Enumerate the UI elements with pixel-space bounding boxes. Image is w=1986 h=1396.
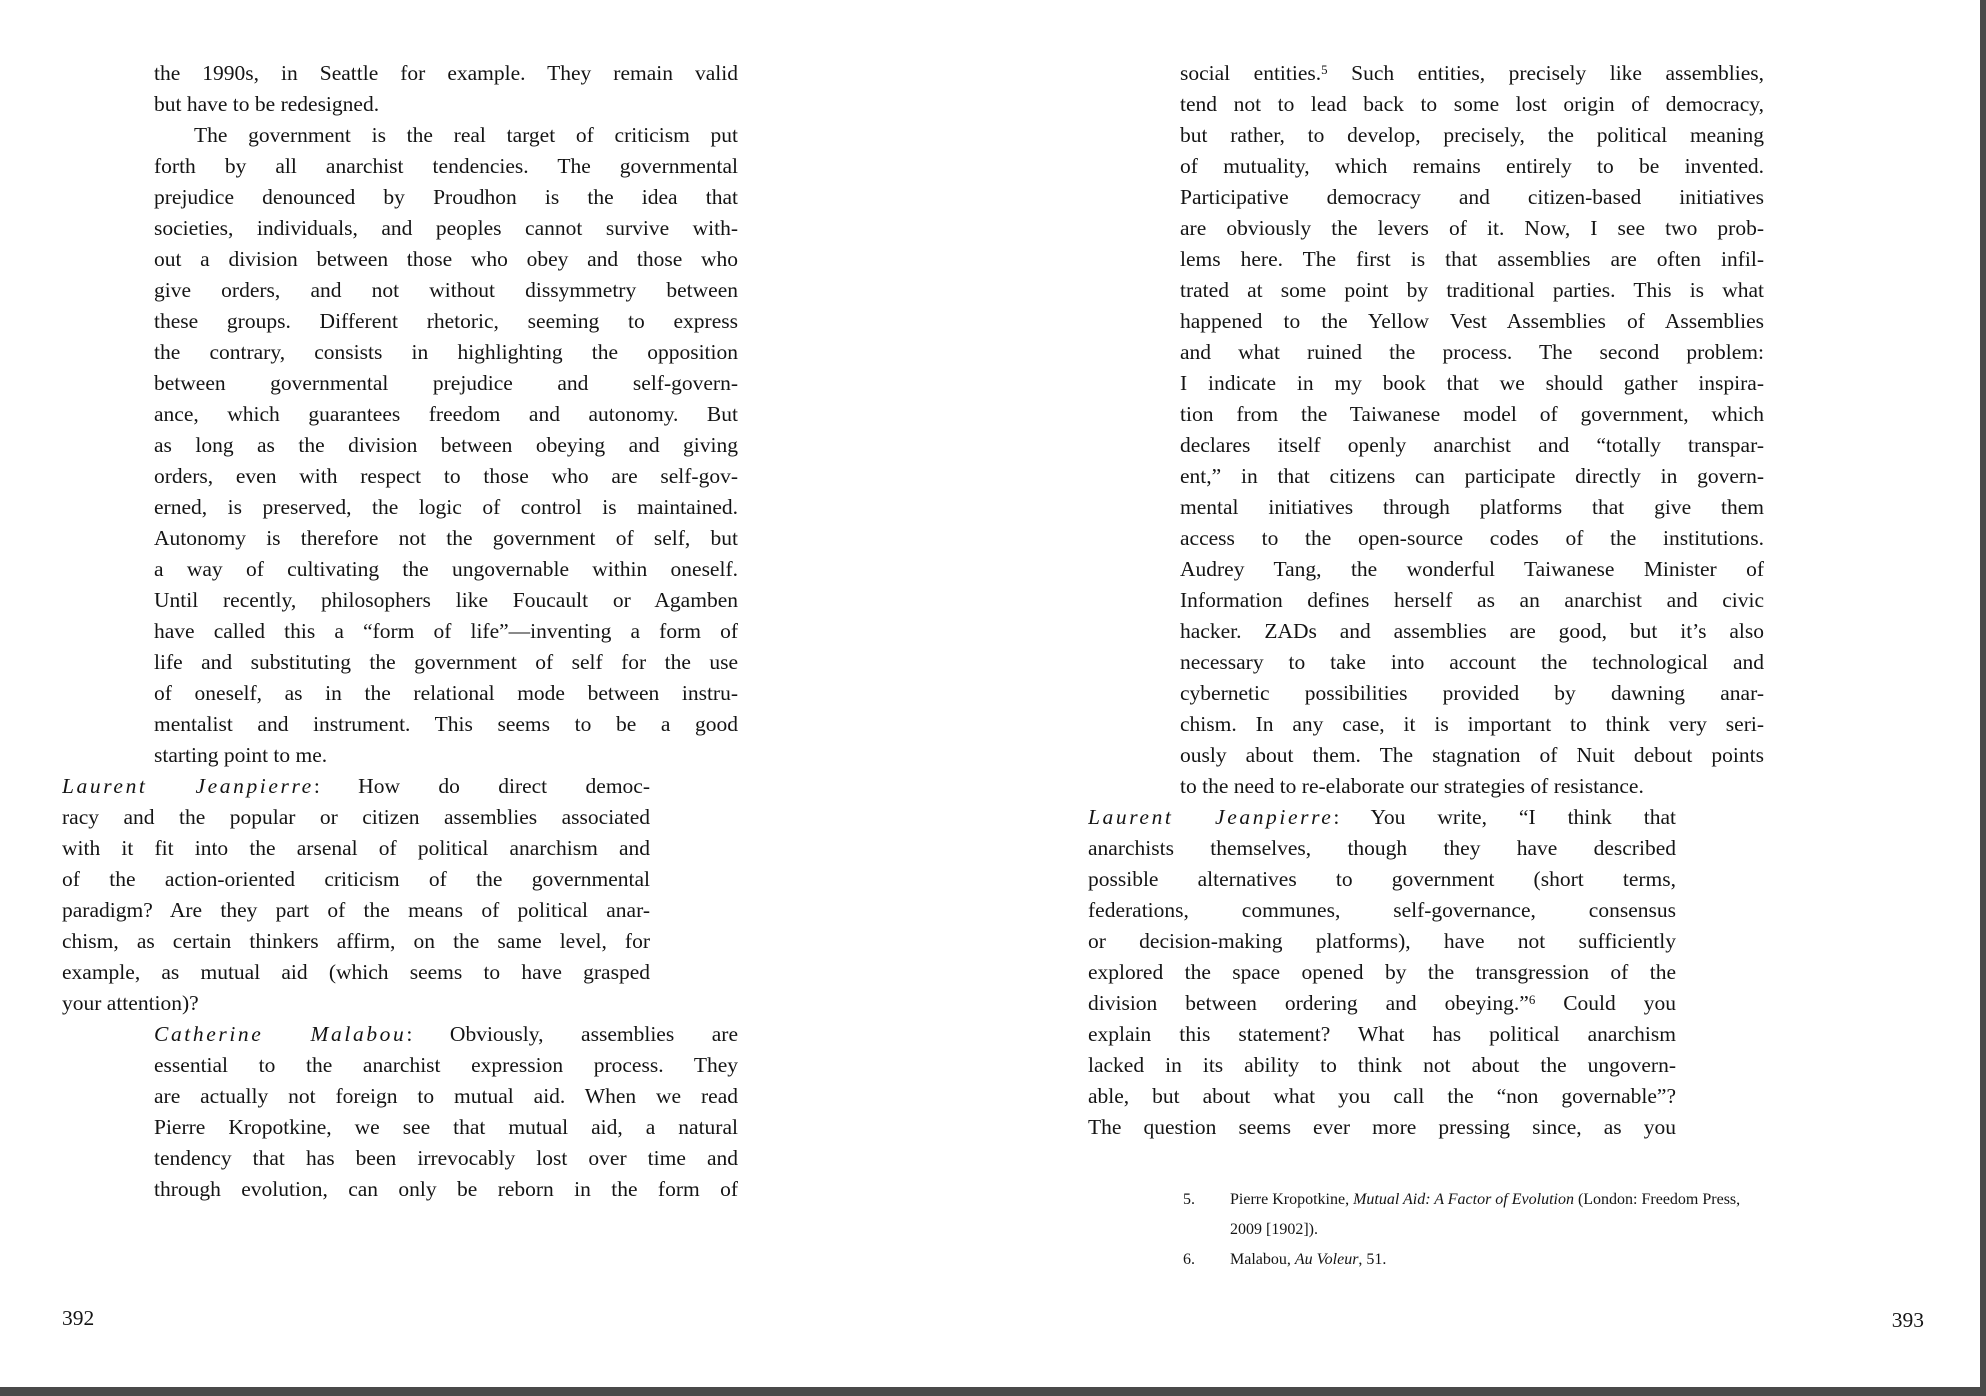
text-line: Until recently, philosophers like Foucault or Agamben bbox=[154, 588, 738, 612]
text-line: tendency that has been irrevocably lost over time and bbox=[154, 1146, 738, 1170]
footnote bbox=[1183, 1245, 1845, 1275]
speaker-name: Laurent Jeanpierre bbox=[62, 774, 314, 798]
text-line: mental initiatives through platforms that give them bbox=[1180, 495, 1764, 519]
footnote-line bbox=[1230, 1185, 1845, 1215]
text-line: Participative democracy and citizen-based initiatives bbox=[1180, 185, 1764, 209]
text-line: trated at some point by traditional parties. This is what bbox=[1180, 278, 1764, 302]
text-line: forth by all anarchist tendencies. The governmental bbox=[154, 154, 738, 178]
text-line: the 1990s, in Seattle for example. They remain valid bbox=[154, 61, 738, 85]
page-right-text-column bbox=[1088, 58, 1768, 1275]
text-line: chism. In any case, it is important to think very seri- bbox=[1180, 712, 1764, 736]
text-segment: Could you bbox=[1535, 991, 1676, 1015]
text-line: necessary to take into account the technological and bbox=[1180, 650, 1764, 674]
text-line: hacker. ZADs and assemblies are good, but it’s also bbox=[1180, 619, 1764, 643]
text-line: starting point to me. bbox=[154, 743, 328, 767]
text-segment: Malabou, bbox=[1230, 1251, 1295, 1268]
text-line: these groups. Different rhetoric, seeming to express bbox=[154, 309, 738, 333]
text-segment: , 51. bbox=[1358, 1251, 1387, 1268]
text-line bbox=[62, 771, 650, 802]
text-line: life and substituting the government of self for the use bbox=[154, 650, 738, 674]
speaker-name: Laurent Jeanpierre bbox=[1088, 805, 1334, 829]
footnote-line bbox=[1230, 1215, 1845, 1245]
text-line bbox=[1180, 58, 1764, 89]
italic-title: Au Voleur bbox=[1294, 1251, 1359, 1268]
text-line: explain this statement? What has political anarchism bbox=[1088, 1022, 1676, 1046]
text-line: The question seems ever more pressing since, as you bbox=[1088, 1115, 1676, 1139]
text-line bbox=[1088, 988, 1676, 1019]
text-line: to the need to re-elaborate our strategies of resistance. bbox=[1180, 774, 1644, 798]
footnote-number: 5. bbox=[1183, 1191, 1195, 1208]
text-line: have called this a “form of life”—inventing a form of bbox=[154, 619, 738, 643]
text-line: through evolution, can only be reborn in the form of bbox=[154, 1177, 738, 1201]
text-line: out a division between those who obey and those who bbox=[154, 247, 738, 271]
text-line: happened to the Yellow Vest Assemblies of Assemblies bbox=[1180, 309, 1764, 333]
footnote bbox=[1183, 1185, 1845, 1245]
page-left-text-column bbox=[62, 58, 738, 1205]
window-edge-bottom-bar bbox=[0, 1387, 1986, 1396]
text-line: ously about them. The stagnation of Nuit debout points bbox=[1180, 743, 1764, 767]
footnote-line bbox=[1230, 1245, 1845, 1275]
text-line: explored the space opened by the transgression of the bbox=[1088, 960, 1676, 984]
text-line bbox=[154, 1019, 738, 1050]
footnote-text bbox=[1230, 1245, 1845, 1275]
text-line: give orders, and not without dissymmetry between bbox=[154, 278, 738, 302]
text-line: ance, which guarantees freedom and autonomy. But bbox=[154, 402, 738, 426]
text-segment: 2009 [1902]). bbox=[1230, 1221, 1318, 1238]
text-line: paradigm? Are they part of the means of political anar- bbox=[62, 898, 650, 922]
text-segment: : You write, “I think that bbox=[1333, 805, 1676, 829]
question-block bbox=[62, 771, 738, 1019]
text-line: and what ruined the process. The second problem: bbox=[1180, 340, 1764, 364]
text-line: orders, even with respect to those who are self-gov- bbox=[154, 464, 738, 488]
text-line: Information defines herself as an anarchist and civic bbox=[1180, 588, 1764, 612]
text-line: of mutuality, which remains entirely to be invented. bbox=[1180, 154, 1764, 178]
text-line: erned, is preserved, the logic of control is maintained. bbox=[154, 495, 738, 519]
text-line: but rather, to develop, precisely, the political meaning bbox=[1180, 123, 1764, 147]
text-line: Pierre Kropotkine, we see that mutual aid, a natural bbox=[154, 1115, 738, 1139]
text-line: or decision-making platforms), have not sufficiently bbox=[1088, 929, 1676, 953]
text-line: with it fit into the arsenal of political anarchism and bbox=[62, 836, 650, 860]
text-line: essential to the anarchist expression process. They bbox=[154, 1053, 738, 1077]
footnote-number: 6. bbox=[1183, 1251, 1195, 1268]
text-line: between governmental prejudice and self-govern- bbox=[154, 371, 738, 395]
text-segment: Such entities, precisely like assemblies, bbox=[1327, 61, 1764, 85]
text-line: of oneself, as in the relational mode between instru- bbox=[154, 681, 738, 705]
text-segment: : How do direct democ- bbox=[313, 774, 650, 798]
text-line: cybernetic possibilities provided by dawning anar- bbox=[1180, 681, 1764, 705]
text-line: example, as mutual aid (which seems to have grasped bbox=[62, 960, 650, 984]
text-line: societies, individuals, and peoples cannot survive with- bbox=[154, 216, 738, 240]
text-line: Audrey Tang, the wonderful Taiwanese Minister of bbox=[1180, 557, 1764, 581]
text-segment: (London: Freedom Press, bbox=[1573, 1191, 1741, 1208]
text-line: ent,” in that citizens can participate directly in govern- bbox=[1180, 464, 1764, 488]
page-number-left: 392 bbox=[62, 1306, 95, 1330]
text-line: racy and the popular or citizen assemblies associated bbox=[62, 805, 650, 829]
page-number-right: 393 bbox=[1891, 1308, 1924, 1332]
text-line: I indicate in my book that we should gather inspira- bbox=[1180, 371, 1764, 395]
text-line: federations, communes, self-governance, consensus bbox=[1088, 898, 1676, 922]
text-line: tend not to lead back to some lost origin of democracy, bbox=[1180, 92, 1764, 116]
text-line: access to the open-source codes of the institutions. bbox=[1180, 526, 1764, 550]
text-line: mentalist and instrument. This seems to be a good bbox=[154, 712, 738, 736]
text-line: prejudice denounced by Proudhon is the idea that bbox=[154, 185, 738, 209]
text-line: lems here. The first is that assemblies are often infil- bbox=[1180, 247, 1764, 271]
window-edge-right-bar bbox=[1980, 0, 1986, 1396]
text-segment: social entities. bbox=[1180, 61, 1322, 85]
text-line: Autonomy is therefore not the government of self, but bbox=[154, 526, 738, 550]
text-line: the contrary, consists in highlighting the opposition bbox=[154, 340, 738, 364]
text-line: tion from the Taiwanese model of government, which bbox=[1180, 402, 1764, 426]
text-line: are actually not foreign to mutual aid. When we read bbox=[154, 1084, 738, 1108]
answer-block bbox=[62, 1019, 738, 1205]
text-line: able, but about what you call the “non governable”? bbox=[1088, 1084, 1676, 1108]
text-line: a way of cultivating the ungovernable within oneself. bbox=[154, 557, 738, 581]
text-line: possible alternatives to government (short terms, bbox=[1088, 867, 1676, 891]
text-line bbox=[1088, 802, 1676, 833]
speaker-name: Catherine Malabou bbox=[154, 1022, 407, 1046]
footnote-marker: 5 bbox=[1321, 63, 1328, 78]
text-segment: Pierre Kropotkine, bbox=[1230, 1191, 1354, 1208]
text-line: your attention)? bbox=[62, 991, 199, 1015]
question-block bbox=[1088, 802, 1768, 1143]
text-line: are obviously the levers of it. Now, I see two prob- bbox=[1180, 216, 1764, 240]
text-line: declares itself openly anarchist and “totally transpar- bbox=[1180, 433, 1764, 457]
text-line: chism, as certain thinkers affirm, on the same level, for bbox=[62, 929, 650, 953]
text-segment: division between ordering and obeying.” bbox=[1088, 991, 1529, 1015]
text-line: anarchists themselves, though they have described bbox=[1088, 836, 1676, 860]
answer-block bbox=[1088, 58, 1768, 802]
text-segment: : Obviously, assemblies are bbox=[406, 1022, 738, 1046]
text-line: as long as the division between obeying and giving bbox=[154, 433, 738, 457]
text-line: lacked in its ability to think not about the ungovern- bbox=[1088, 1053, 1676, 1077]
text-line: of the action-oriented criticism of the governmental bbox=[62, 867, 650, 891]
footnote-marker: 6 bbox=[1528, 993, 1536, 1008]
text-line: but have to be redesigned. bbox=[154, 92, 380, 116]
answer-block bbox=[62, 58, 738, 771]
italic-title: Mutual Aid: A Factor of Evolution bbox=[1353, 1191, 1574, 1208]
footnotes-block bbox=[1183, 1185, 1845, 1275]
text-line: The government is the real target of criticism put bbox=[194, 123, 738, 147]
footnote-text bbox=[1230, 1185, 1845, 1245]
